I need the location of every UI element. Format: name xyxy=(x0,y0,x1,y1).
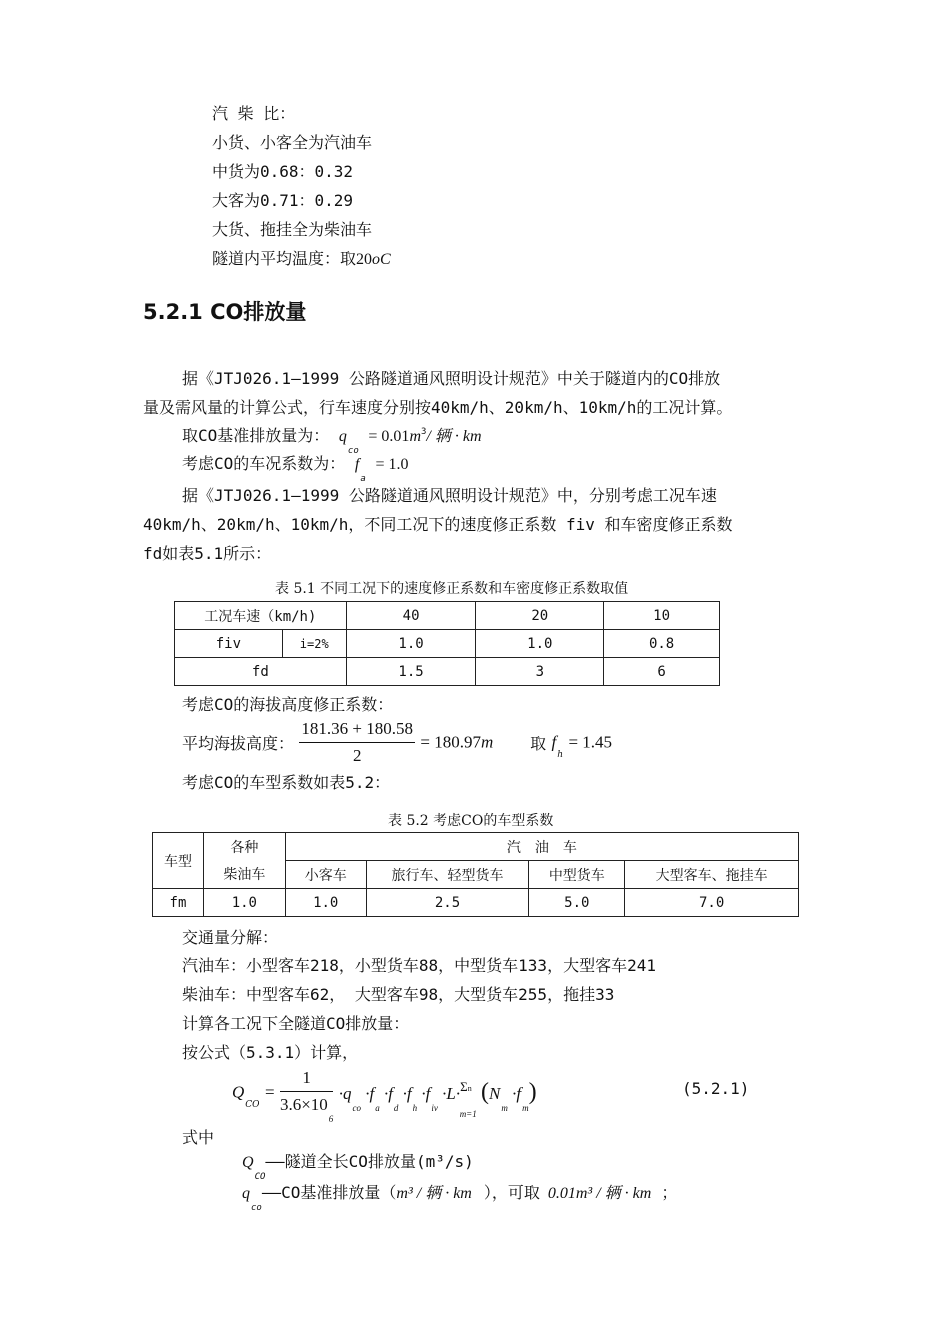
def2-text-a: ——CO基准排放量（ xyxy=(261,1183,397,1202)
traffic-factor-f: f xyxy=(354,456,360,473)
temperature-unit: oC xyxy=(372,251,391,268)
intro-line-5: 大货、拖挂全为柴油车 xyxy=(212,220,373,239)
para1-line2: 量及需风量的计算公式，行车速度分别按40km/h、20km/h、10km/h的工况计算。 xyxy=(143,398,733,417)
temperature-value: 20 xyxy=(356,251,373,268)
base-emission-unit-rest: / 辆 · km xyxy=(426,428,482,445)
def1-symbol: Q xyxy=(242,1154,254,1171)
formula-num: 1 xyxy=(280,1067,333,1092)
table1-header-10: 10 xyxy=(604,602,720,630)
base-emission-line xyxy=(182,425,482,456)
table2-fm-large: 7.0 xyxy=(625,889,799,917)
table1-fd-label: fd xyxy=(175,658,347,686)
def1-text: ——隧道全长CO排放量(m³/s) xyxy=(265,1152,474,1171)
table2-fm-medium-truck: 5.0 xyxy=(529,889,625,917)
emission-formula xyxy=(232,1067,537,1124)
def1-sub: CO xyxy=(254,1172,266,1182)
formula-equals: = xyxy=(264,1082,275,1102)
intro-line-3: 中货为0.68：0.32 xyxy=(212,162,354,181)
traffic-factor-line xyxy=(182,453,409,484)
table1-header-speed: 工况车速（km/h) xyxy=(175,602,347,630)
table2-header-row1 xyxy=(153,833,799,861)
formula-lhs: Q xyxy=(232,1082,245,1102)
altitude-sub: h xyxy=(557,749,564,760)
altitude-label: 考虑CO的海拔高度修正系数： xyxy=(182,695,394,714)
formula-den: 3.6×10 xyxy=(279,1095,328,1114)
traffic-factor-sub: a xyxy=(360,474,366,484)
base-emission-value: = 0.01 xyxy=(368,428,410,445)
intro-line-6 xyxy=(212,248,391,271)
calc-line: 计算各工况下全隧道CO排放量： xyxy=(182,1014,410,1033)
avg-altitude-den: 2 xyxy=(352,746,362,765)
formula-den-wrap xyxy=(279,1092,334,1124)
def2-sub: co xyxy=(251,1203,262,1213)
def2-symbol: q xyxy=(242,1185,250,1202)
altitude-take: 取 xyxy=(530,734,547,753)
formula-product: $\cdot q_{co} \cdot f_a \cdot f_d \cdot f_h \cdot f_{iv} \cdot L\cdot^{\Sigma n}_{m=1}$ $(N_m \cdot f_m)$ xyxy=(338,1079,537,1119)
avg-altitude-fraction xyxy=(299,718,415,767)
def2-end: ； xyxy=(661,1183,678,1202)
table2-col-diesel-top: 各种 xyxy=(203,833,285,861)
table1-fd-40: 1.5 xyxy=(346,658,476,686)
base-emission-label: 取CO基准排放量为： xyxy=(182,426,330,445)
traffic-factor-value: = 1.0 xyxy=(375,456,409,473)
base-emission-q: q xyxy=(338,428,347,445)
table1-header-row xyxy=(175,602,720,630)
table1-fiv-20: 1.0 xyxy=(476,630,604,658)
table2 xyxy=(152,832,799,917)
altitude-value: = 1.45 xyxy=(568,732,613,752)
table2-col-diesel-bottom: 柴油车 xyxy=(203,861,285,889)
intro-line-1: 汽 柴 比： xyxy=(212,104,296,123)
temperature-label: 隧道内平均温度：取 xyxy=(212,249,357,268)
section-heading: 5.2.1 CO排放量 xyxy=(143,300,307,324)
table1-fiv-40: 1.0 xyxy=(346,630,476,658)
def2-unit: m³ / 辆 · km xyxy=(396,1185,472,1202)
def2-line xyxy=(242,1182,678,1213)
base-emission-unit: m xyxy=(409,428,421,445)
table2-sub-travel-light: 旅行车、轻型货车 xyxy=(366,861,529,889)
table1-row-fiv xyxy=(175,630,720,658)
table1-fiv-label: fiv xyxy=(175,630,283,658)
table2-fm-travel-light: 2.5 xyxy=(366,889,529,917)
formula-number: (5.2.1) xyxy=(682,1079,750,1098)
table2-fm-small-bus: 1.0 xyxy=(285,889,366,917)
avg-altitude-num: 181.36 + 180.58 xyxy=(299,718,415,743)
def2-value: 0.01m³ / 辆 · km xyxy=(547,1185,652,1202)
table1-fd-20: 3 xyxy=(476,658,604,686)
avg-altitude-label: 平均海拔高度： xyxy=(182,734,295,753)
para1-line1: 据《JTJ026.1—1999 公路隧道通风照明设计规范》中关于隧道内的CO排放 xyxy=(182,369,721,388)
table2-fm-label: fm xyxy=(153,889,204,917)
intro-line-4: 大客为0.71：0.29 xyxy=(212,191,354,210)
table2-sub-large-bus-trailer: 大型客车、拖挂车 xyxy=(625,861,799,889)
table2-col-gasoline: 汽 油 车 xyxy=(285,833,798,861)
table2-sub-small-bus: 小客车 xyxy=(285,861,366,889)
diesel-line: 柴油车：中型客车62， 大型客车98，大型货车255，拖挂33 xyxy=(182,985,615,1004)
formula-ref-line: 按公式（5.3.1）计算， xyxy=(182,1043,359,1062)
intro-line-2: 小货、小客全为汽油车 xyxy=(212,133,373,152)
table2-sub-medium-truck: 中型货车 xyxy=(529,861,625,889)
table1-header-20: 20 xyxy=(476,602,604,630)
gasoline-line: 汽油车：小型客车218，小型货车88，中型货车133，大型客车241 xyxy=(182,956,656,975)
table1-caption: 表 5.1 不同工况下的速度修正系数和车密度修正系数取值 xyxy=(275,581,629,597)
formula-fraction xyxy=(279,1067,334,1124)
table1 xyxy=(174,601,720,686)
table1-row-fd xyxy=(175,658,720,686)
para2-line3: fd如表5.1所示： xyxy=(143,544,272,563)
where-label: 式中 xyxy=(182,1128,215,1147)
table2-row-fm xyxy=(153,889,799,917)
def1-line xyxy=(242,1151,474,1182)
table1-fiv-grade: i=2% xyxy=(282,630,346,658)
para2-line1: 据《JTJ026.1—1999 公路隧道通风照明设计规范》中，分别考虑工况车速 xyxy=(182,486,717,505)
table1-fiv-10: 0.8 xyxy=(604,630,720,658)
avg-altitude-unit: m xyxy=(481,732,494,752)
avg-altitude-line xyxy=(182,718,612,767)
formula-lhs-sub: CO xyxy=(245,1099,260,1110)
altitude-f: f xyxy=(551,732,557,752)
base-emission-sub: co xyxy=(347,446,359,456)
formula-den-exp: 6 xyxy=(328,1114,334,1124)
vehicle-type-label: 考虑CO的车型系数如表5.2： xyxy=(182,773,391,792)
table1-header-40: 40 xyxy=(346,602,476,630)
base-emission-unit-sup: 3 xyxy=(421,427,427,437)
table1-fd-10: 6 xyxy=(604,658,720,686)
para2-line2: 40km/h、20km/h、10km/h，不同工况下的速度修正系数 fiv 和车密度修正系数 xyxy=(143,515,733,534)
table2-col-type: 车型 xyxy=(153,833,204,889)
table2-caption: 表 5.2 考虑CO的车型系数 xyxy=(388,813,554,829)
traffic-breakdown: 交通量分解： xyxy=(182,928,279,947)
avg-altitude-result: = 180.97 xyxy=(420,732,482,752)
table2-header-row2 xyxy=(153,861,799,889)
traffic-factor-label: 考虑CO的车况系数为： xyxy=(182,454,346,473)
table2-fm-diesel: 1.0 xyxy=(203,889,285,917)
def2-text-b: ），可取 xyxy=(483,1183,540,1202)
